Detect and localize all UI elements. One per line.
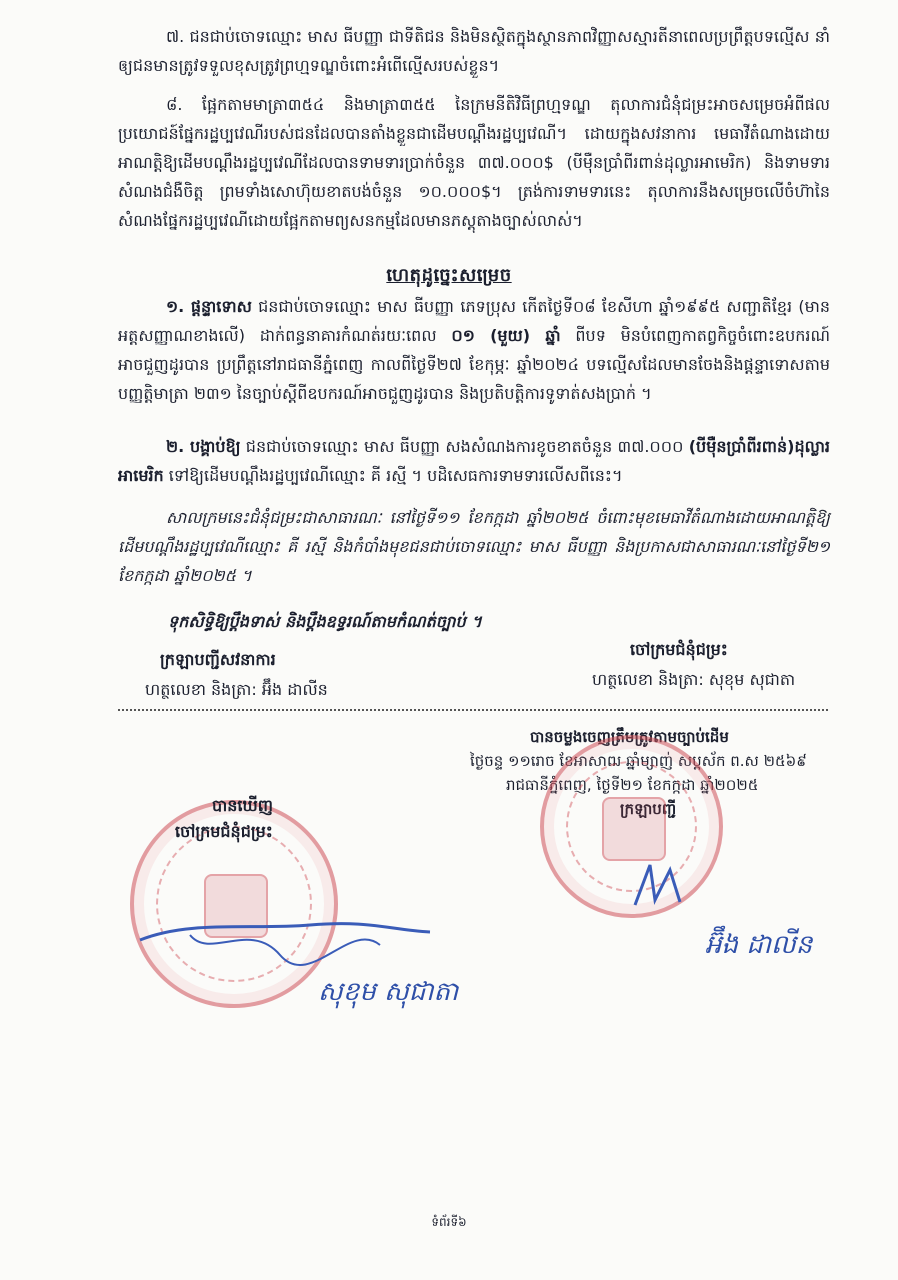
public-notice: សាលក្រមនេះជំនុំជម្រះជាសាធារណៈ នៅថ្ងៃទី១១ ខែកក្កដា ឆ្នាំ២០២៥ ចំពោះមុខមេធាវីតំណាងដោយអាណត្តិឱ្យដើមបណ្តឹងរដ្ឋប្បវេណីឈ្មោះ គី រស្មី និងកំបាំងមុខជនជាប់ចោទឈ្មោះ មាស ធីបញ្ញា និងប្រកាសជាសាធារណៈនៅថ្ងៃទី២១ ខែកក្កដា ឆ្នាំ២០២៥ ។ [118,508,830,585]
paragraph-8: ៨. ផ្អែកតាមមាត្រា៣៥៤ និងមាត្រា៣៥៥ នៃក្រមនីតិវិធីព្រហ្មទណ្ឌ តុលាការជំនុំជម្រះអាចសម្រេចអំពីផលប្រយោជន៍ផ្នែករដ្ឋប្បវេណីរបស់ជនដែលបានតាំងខ្លួនជាដើមបណ្តឹងរដ្ឋប្បវេណី។ ដោយក្នុងសវនាការ មេធាវីតំណាងដោយអាណត្តិឱ្យដើមបណ្តឹងរដ្ឋប្បវេណីដែលបានទាមទារប្រាក់ចំនួន ៣៧.០០០$ (បីម៉ឺនប្រាំពីរពាន់ដុល្លារអាមេរិក) និងទាមទារសំណងជំងឺចិត្ត ព្រមទាំងសោហ៊ុយខាតបង់ចំនួន ១០.០០០$។ ត្រង់ការទាមទារនេះ តុលាការនឹងសម្រេចលើចំហ៊ានៃសំណងផ្នែករដ្ឋប្បវេណីដោយផ្អែកតាមព្យសនកម្មដែលមានភស្តុតាងច្បាស់លាស់។ [118,95,830,230]
certification-title: បានចម្លងចេញត្រឹមត្រូវតាមច្បាប់ដើម [530,728,729,746]
decision-1 [118,292,830,408]
decision-heading: ហេតុដូច្នេះសម្រេច [386,265,512,286]
paragraph-7: ៧. ជនជាប់ចោទឈ្មោះ មាស ធីបញ្ញា ជាទីតិជន និងមិនស្ថិតក្នុងស្ថានភាពវិញ្ញាសស្មារតីនាពេលប្រព្រឹត្តបទល្មើស នាំឲ្យជនមានត្រូវទទួលខុសត្រូវព្រហ្មទណ្ឌចំពោះអំពើល្មើសរបស់ខ្លួន។ [118,27,830,75]
clerk-handwritten-name: អ៊ឹង ដាលីន [705,930,813,960]
page-number: ទំព័រទី៦ [431,1215,467,1229]
judge-handwritten-name: សុខុម សុជាតា [318,977,459,1007]
certification-lunar-date: ថ្ងៃចន្ទ ១១រោច ខែអាសាឍ ឆ្នាំម្សាញ់ សប្តស័ក ព.ស ២៥៦៩ [470,752,807,770]
judge-signature-stroke-icon [130,900,440,980]
decision-2-text: ជនជាប់ចោទឈ្មោះ មាស ធីបញ្ញា សងសំណងការខូចខាតចំនួន ៣៧.០០០ [240,437,689,456]
clerk-title: ក្រឡាបញ្ជីសវនាការ [160,650,276,669]
clerk-name-line: ហត្ថលេខា និងត្រា: អ៊ឹង ដាលីន [145,680,328,699]
seen-role: ចៅក្រមជំនុំជម្រះ [175,822,273,841]
decision-2-text2: ទៅឱ្យដើមបណ្តឹងរដ្ឋប្បវេណីឈ្មោះ គី រស្មី ។ បដិសេធការទាមទារលើសពីនេះ។ [163,466,623,485]
certification-place-date: រាជធានីភ្នំពេញ, ថ្ងៃទី២១ ខែកក្កដា ឆ្នាំ២០២៥ [506,776,759,794]
judge-title: ចៅក្រមជំនុំជម្រះ [630,640,728,659]
separator-line [118,709,828,711]
clerk-signature-stroke-icon [630,860,690,910]
certification-role: ក្រឡាបញ្ជី [620,800,677,818]
seen-label: បានឃើញ [212,796,273,815]
rights-notice: ទុកសិទ្ធិឱ្យប្តឹងទាស់ និងប្តឹងឧទ្ធរណ៍តាមកំណត់ច្បាប់ ។ [168,612,482,631]
decision-1-text: ជនជាប់ចោទឈ្មោះ មាស ធីបញ្ញា ភេទប្រុស កើតថ្ងៃទី០៨ ខែសីហា ឆ្នាំ១៩៩៥ សញ្ជាតិខ្មែរ (មានអត្តសញ្ញាណខាងលើ) ដាក់ពន្ធនាគារកំណត់រយៈពេល [118,297,830,345]
decision-1-text2: ពីបទ មិនបំពេញកាតព្វកិច្ចចំពោះឧបករណ៍អាចជួញដូរបាន ប្រព្រឹត្តនៅរាជធានីភ្នំពេញ កាលពីថ្ងៃទី២៧ ខែកុម្ភៈ ឆ្នាំ២០២៤ បទល្មើសដែលមានចែងនិងផ្តន្ទាទោសតាមបញ្ញត្តិមាត្រា ២៣១ នៃច្បាប់ស្តីពីឧបករណ៍អាចជួញដូរបាន និងប្រតិបត្តិការទូទាត់សងប្រាក់ ។ [118,326,831,403]
decision-2-amount: (បីម៉ឺនប្រាំពីរពាន់)ដុល្លារអាមេរិក [118,437,830,485]
decision-1-term: ០១ (មួយ) ឆ្នាំ [451,326,561,345]
decision-2-lead: ២. បង្គាប់ឱ្យ [166,437,241,456]
decision-2 [118,432,830,490]
judge-name-line: ហត្ថលេខា និងត្រា: សុខុម សុជាតា [592,670,796,689]
decision-1-lead: ១. ផ្តន្ទាទោស [166,297,252,316]
emblem-icon [602,797,666,861]
